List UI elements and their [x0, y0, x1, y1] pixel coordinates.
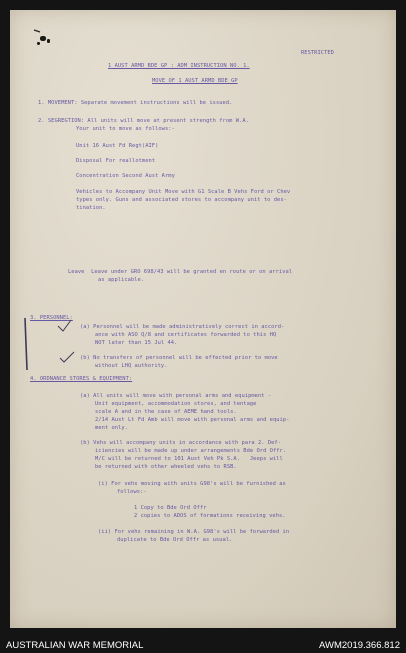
para3b-line2: without LHQ authority.: [95, 363, 168, 369]
para-segregation-line1: 2. SEGREGTION: All units will move at present strength from W.A.: [38, 118, 249, 124]
document-subtitle: MOVE OF 1 AUST ARMD BDE GP: [152, 78, 238, 84]
para4bii-line1: (ii) For vehs remaining in W.A. G98's will be forwarded in: [98, 529, 290, 535]
para4a-line5: ment only.: [95, 425, 128, 431]
concentration-line: Concentration Second Aust Army: [76, 173, 175, 179]
para3a-line2: ance with ASO Q/8 and certificates forwarded to this HQ: [95, 332, 277, 338]
copies-line2: 2 copies to ADOS of formations receiving vehs.: [134, 513, 286, 519]
para4b-line2: iciencies will be made up under arrangements Bde Ord Offr.: [95, 448, 287, 454]
para-segregation-line2: Your unit to move as follows:-: [76, 126, 175, 132]
unit-line: Unit 16 Aust Fd Regt(AIF): [76, 143, 159, 149]
copies-line1: 1 Copy to Bde Ord Offr: [134, 505, 207, 511]
document-title: 1 AUST ARMD BDE GP : ADM INSTRUCTION NO. 1.: [108, 63, 250, 69]
vehicles-line3: tination.: [76, 205, 106, 211]
footer-accession-number: AWM2019.366.812: [319, 640, 400, 651]
para4b-line4: be returned with other wheeled vehs to RSB.: [95, 464, 237, 470]
para4b-line3: M/C will be returned to 101 Aust Veh Pk S.A. Jeeps will: [95, 456, 283, 462]
para-movement: 1. MOVEMENT: Separate movement instructions will be issued.: [38, 100, 233, 106]
tick-mark-3a: [58, 320, 71, 331]
para-ordnance-heading: 4. ORDNANCE STORES & EQUIPMENT:: [30, 376, 133, 382]
para3a-line1: (a) Personnel will be made administratively correct in accord-: [80, 324, 285, 330]
leave-line1: Leave Leave under GRO 698/43 will be granted en route or on arrival: [68, 269, 293, 275]
pen-dash-top: [34, 30, 40, 32]
leave-line2: as applicable.: [98, 277, 145, 283]
para4a-line4: 2/14 Aust Lt Fd Amb will move with personal arms and equip-: [95, 417, 290, 423]
para4a-line1: (a) All units will move with personal arms and equipment -: [80, 393, 272, 399]
margin-pen-stroke: [25, 318, 27, 370]
vehicles-line2: types only. Guns and associated stores to accompany unit to des-: [76, 197, 287, 203]
disposal-line: Disposal For reallotment: [76, 158, 156, 164]
classification-stamp: RESTRICTED: [301, 50, 334, 56]
para4bi-line1: (i) For vehs moving with units G98's will be furnished as: [98, 481, 286, 487]
vehicles-line1: Vehicles to Accompany Unit Move with G1 Scale B Vehs Ford or Chev: [76, 189, 291, 195]
para4b-line1: (b) Vehs will accompany units in accordance with para 2. Def-: [80, 440, 282, 446]
para4bi-line2: follows:-: [117, 489, 147, 495]
footer-institution: AUSTRALIAN WAR MEMORIAL: [6, 640, 144, 651]
para3b-line1: (b) No transfers of personnel will be effected prior to move: [80, 355, 278, 361]
tick-mark-3b: [60, 352, 74, 362]
para-personnel-heading: 3. PERSONNEL:: [30, 315, 73, 321]
para4a-line2: Unit equipment, accommodation stores, and tentage: [95, 401, 257, 407]
para3a-line3: NOT later than 15 Jul 44.: [95, 340, 178, 346]
para4a-line3: scale A and in the case of AEME hand tools.: [95, 409, 237, 415]
para4bii-line2: duplicate to Bde Ord Offr as usual.: [117, 537, 233, 543]
